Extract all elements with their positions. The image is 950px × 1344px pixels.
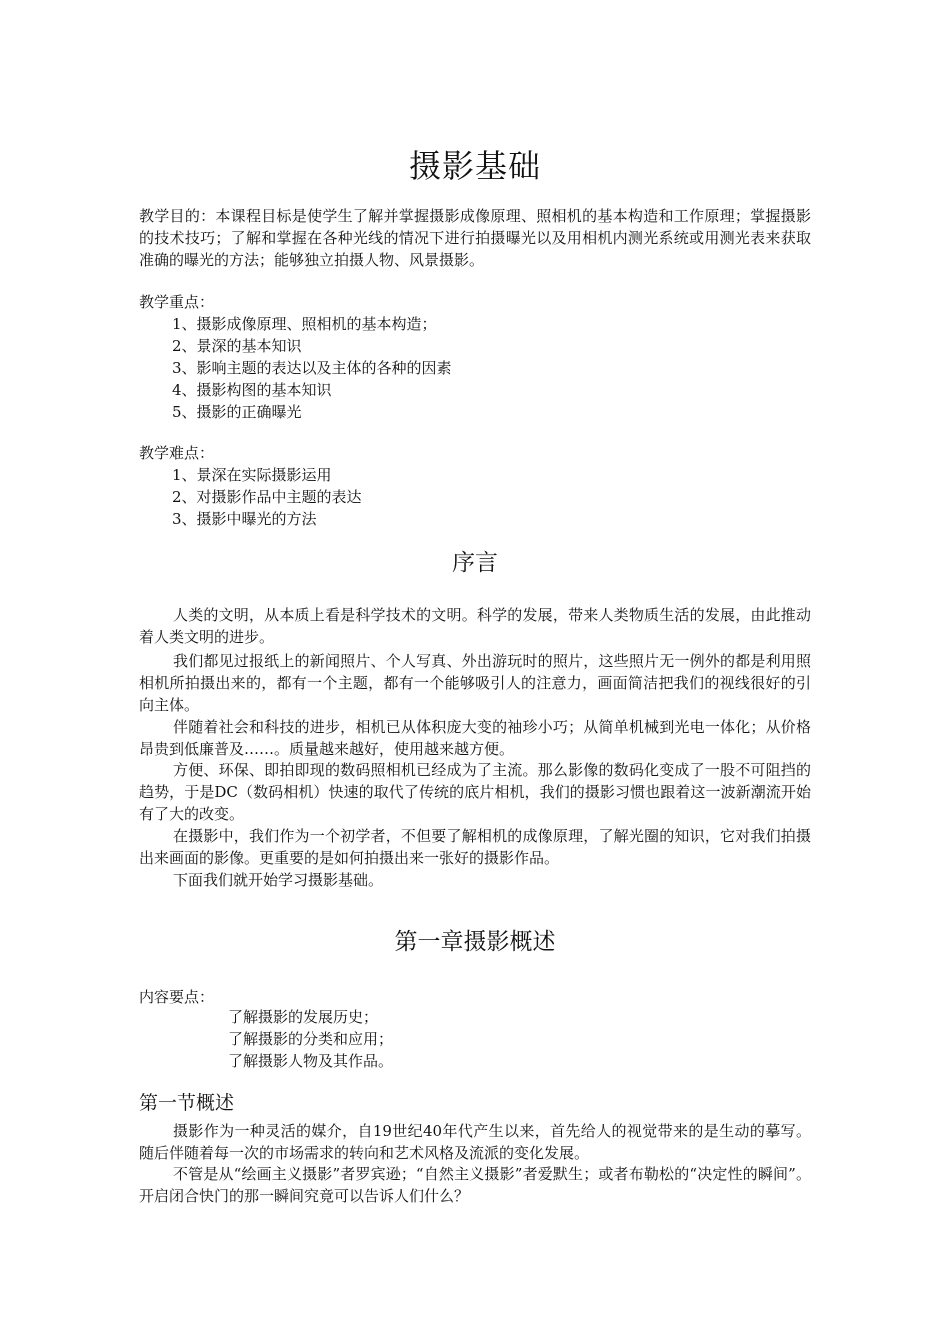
list-item: 了解摄影的分类和应用； <box>228 1030 394 1048</box>
difficulties-label: 教学难点： <box>139 444 215 462</box>
difficulties-list <box>172 464 362 530</box>
content-points-list <box>228 1006 393 1072</box>
list-item: 3、摄影中曝光的方法 <box>172 510 317 528</box>
section-paragraph: 摄影作为一种灵活的媒介，自19世纪40年代产生以来，首先给人的视觉带来的是生动的摹写。随后伴随着每一次的市场需求的转向和艺术风格及流派的变化发展。 <box>139 1122 811 1162</box>
list-item: 4、摄影构图的基本知识 <box>172 381 332 399</box>
content-points-label: 内容要点： <box>139 988 215 1006</box>
list-item: 2、景深的基本知识 <box>172 337 302 355</box>
preface-paragraph: 方便、环保、即拍即现的数码照相机已经成为了主流。那么影像的数码化变成了一股不可阻挡的趋势，于是DC（数码相机）快速的取代了传统的底片相机，我们的摄影习惯也跟着这一波新潮流开始有了大的改变。 <box>139 761 811 823</box>
list-item: 5、摄影的正确曝光 <box>172 403 302 421</box>
list-item: 了解摄影人物及其作品。 <box>228 1052 394 1070</box>
document-title: 摄影基础 <box>408 147 541 185</box>
list-item: 2、对摄影作品中主题的表达 <box>172 488 362 506</box>
objective-paragraph: 教学目的：本课程目标是使学生了解并掌握摄影成像原理、照相机的基本构造和工作原理；掌握摄影的技术技巧；了解和掌握在各种光线的情况下进行拍摄曝光以及用相机内测光系统或用测光表来获取准确的曝光的方法；能够独立拍摄人物、风景摄影。 <box>139 207 811 269</box>
preface-heading: 序言 <box>452 550 498 576</box>
chapter-heading: 第一章摄影概述 <box>394 929 556 955</box>
list-item: 了解摄影的发展历史； <box>228 1008 379 1026</box>
section-heading: 第一节概述 <box>139 1092 235 1114</box>
list-item: 1、景深在实际摄影运用 <box>172 466 332 484</box>
section-paragraph: 不管是从“绘画主义摄影”者罗宾逊；“自然主义摄影”者爱默生；或者布勒松的“决定性的瞬间”。开启闭合快门的那一瞬间究竟可以告诉人们什么？ <box>139 1165 811 1205</box>
key-points-list <box>172 313 452 423</box>
preface-paragraph: 人类的文明，从本质上看是科学技术的文明。科学的发展，带来人类物质生活的发展，由此推动着人类文明的进步。 <box>139 606 811 646</box>
preface-paragraph: 在摄影中，我们作为一个初学者，不但要了解相机的成像原理，了解光圈的知识，它对我们拍摄出来画面的影像。更重要的是如何拍摄出来一张好的摄影作品。 <box>139 827 811 867</box>
list-item: 1、摄影成像原理、照相机的基本构造； <box>172 315 437 333</box>
key-points-label: 教学重点： <box>139 293 215 311</box>
preface-paragraph: 伴随着社会和科技的进步，相机已从体积庞大变的袖珍小巧；从简单机械到光电一体化；从价格昂贵到低廉普及……。质量越来越好，使用越来越方便。 <box>139 718 811 758</box>
preface-paragraph: 下面我们就开始学习摄影基础。 <box>173 871 384 889</box>
preface-paragraph: 我们都见过报纸上的新闻照片、个人写真、外出游玩时的照片，这些照片无一例外的都是利用照相机所拍摄出来的，都有一个主题，都有一个能够吸引人的注意力，画面简洁把我们的视线很好的引向主体。 <box>139 652 811 714</box>
list-item: 3、影响主题的表达以及主体的各种的因素 <box>172 359 452 377</box>
